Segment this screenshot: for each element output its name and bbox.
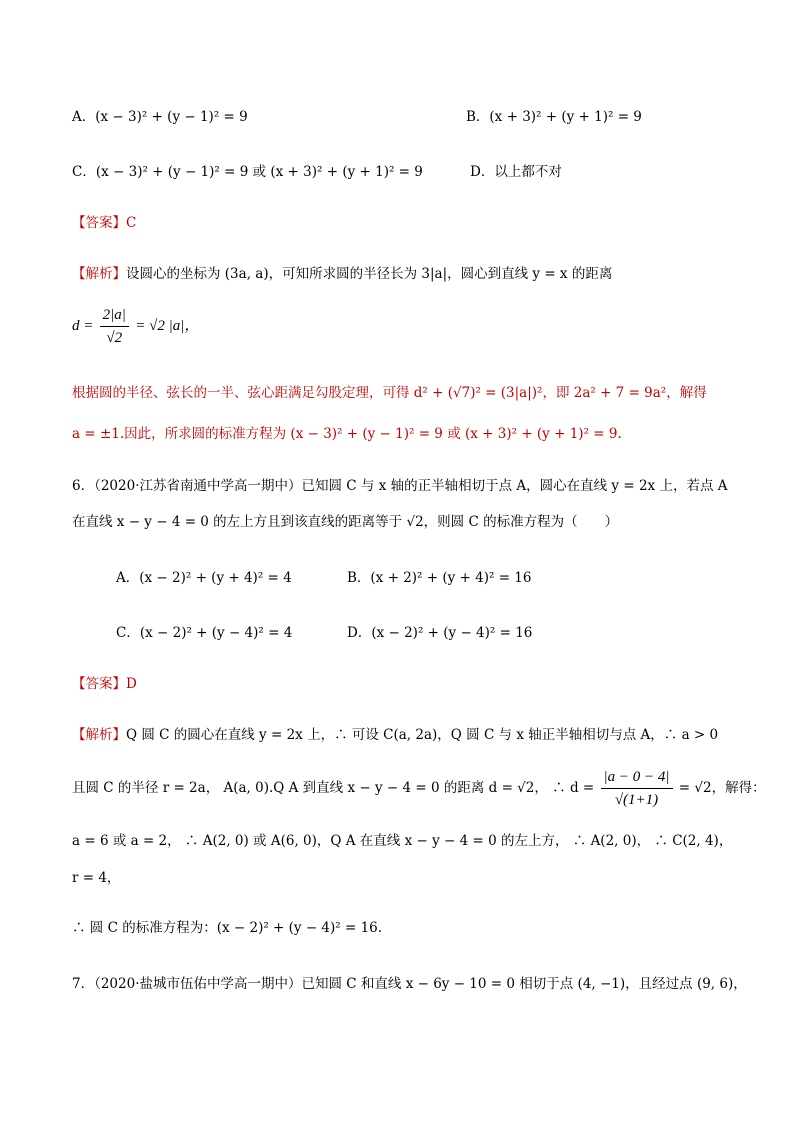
q5-option-b: B．(x + 3)² + (y + 1)² = 9 [466,109,642,125]
fraction-numerator: 2|a| [100,304,129,327]
q6-stem-line-1: 6．（2020·江苏省南通中学高一期中）已知圆 C 与 x 轴的正半轴相切于点 A，圆心在直线 y = 2x 上，若点 A [72,478,728,494]
answer-value: D [126,676,137,692]
q5-analysis-line-3: 根据圆的半径、弦长的一半、弦心距满足勾股定理，可得 d² + (√7)² = (3|a|)²，即 2a² + 7 = 9a²，解得 [72,385,707,401]
fraction-denominator: √(1+1) [614,792,659,808]
answer-tag: 【答案】 [72,676,126,692]
q6-option-d: D．(x − 2)² + (y − 4)² = 16 [347,625,533,641]
analysis-tag: 【解析】 [72,266,126,282]
q6-option-a: A．(x − 2)² + (y + 4)² = 4 [116,570,292,586]
q5-analysis-line-4: a = ±1.因此，所求圆的标准方程为 (x − 3)² + (y − 1)² = 9 或 (x + 3)² + (y + 1)² = 9. [72,426,622,442]
q6-option-c: C．(x − 2)² + (y − 4)² = 4 [116,625,293,641]
analysis-tag: 【解析】 [72,727,126,743]
q6-stem-line-2: 在直线 x − y − 4 = 0 的左上方且到该直线的距离等于 √2，则圆 C 的标准方程为（ ） [72,514,619,530]
q5-analysis-line-1 [72,264,612,284]
answer-value: C [126,215,137,231]
q6-analysis-line-5: ∴ 圆 C 的标准方程为：(x − 2)² + (y − 4)² = 16. [72,920,383,936]
q6-analysis-line-4: r = 4， [72,870,121,886]
distance-lhs: d = [72,318,94,334]
analysis-text: 设圆心的坐标为 (3a, a)，可知所求圆的半径长为 3|a|，圆心到直线 y = x 的距离 [126,266,613,282]
q6-analysis-line-2 [72,766,766,811]
q7-stem-line-1: 7．（2020·盐城市伍佑中学高一期中）已知圆 C 和直线 x − 6y − 10 = 0 相切于点 (4, −1)，且经过点 (9, 6)， [72,976,747,992]
q5-analysis-line-2 [72,304,199,349]
distance-fraction [100,304,129,349]
distance-rhs: = √2 |a|， [135,318,200,334]
q5-option-c: C．(x − 3)² + (y − 1)² = 9 或 (x + 3)² + (y + 1)² = 9 [72,164,423,180]
analysis-text-post: = √2，解得： [678,780,766,796]
q6-analysis-line-3: a = 6 或 a = 2， ∴ A(2, 0) 或 A(6, 0)，Q A 在直线 x − y − 4 = 0 的左上方， ∴ A(2, 0)， ∴ C(2, 4)， [72,833,733,849]
answer-tag: 【答案】 [72,215,126,231]
analysis-text: Q 圆 C 的圆心在直线 y = 2x 上，∴ 可设 C(a, 2a)，Q 圆 C 与 x 轴正半轴相切与点 A，∴ a > 0 [126,727,719,743]
q5-option-d: D．以上都不对 [470,164,562,180]
analysis-text-pre: 且圆 C 的半径 r = 2a， A(a, 0).Q A 到直线 x − y − 4 = 0 的距离 d = √2， ∴ d = [72,780,595,796]
q6-option-b: B．(x + 2)² + (y + 4)² = 16 [347,570,532,586]
q5-answer [72,213,136,233]
q5-option-a: A．(x − 3)² + (y − 1)² = 9 [72,109,248,125]
fraction-numerator: |a − 0 − 4| [601,766,673,789]
q6-answer [72,674,137,694]
distance-fraction [601,766,673,811]
fraction-denominator: √2 [106,330,123,346]
q6-analysis-line-1 [72,725,718,745]
